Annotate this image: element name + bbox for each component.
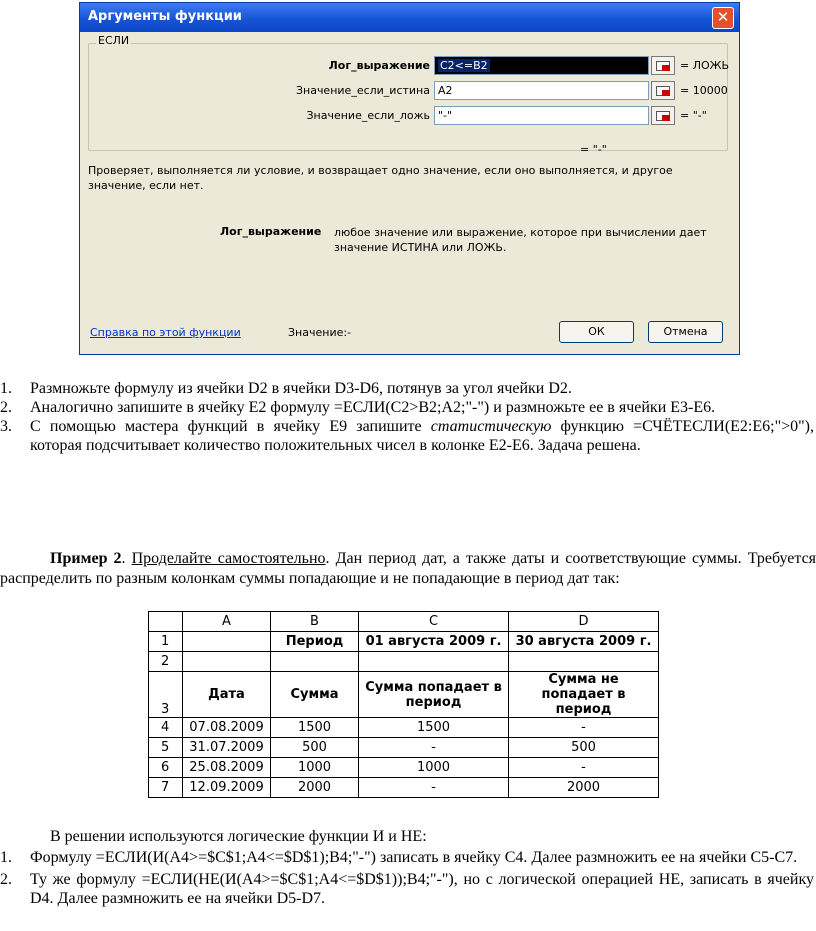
- value-if-true-input[interactable]: A2: [434, 81, 649, 100]
- table-cell: [509, 652, 659, 672]
- row-header: 4: [149, 718, 183, 738]
- table-row: [149, 758, 659, 778]
- table-cell: 1500: [271, 718, 359, 738]
- table-cell: Сумма не попадает в период: [509, 672, 659, 718]
- arg-row-value-if-true: [180, 81, 740, 101]
- table-cell: 1500: [359, 718, 509, 738]
- column-header: C: [359, 612, 509, 632]
- close-button[interactable]: ✕: [712, 7, 734, 29]
- table-cell: [183, 652, 271, 672]
- table-row: [149, 778, 659, 798]
- arg-result: = 10000: [680, 84, 728, 97]
- table-cell: 01 августа 2009 г.: [359, 632, 509, 652]
- table-cell: 31.07.2009: [183, 738, 271, 758]
- value-label: Значение:-: [288, 326, 352, 339]
- table-cell: [183, 632, 271, 652]
- logical-test-input[interactable]: C2<=B2: [434, 56, 649, 75]
- dialog-titlebar[interactable]: [80, 3, 739, 32]
- table-row: [149, 652, 659, 672]
- help-link[interactable]: Справка по этой функции: [90, 326, 241, 339]
- solution-list: [0, 848, 816, 908]
- table-cell: Период: [271, 632, 359, 652]
- list-item: 2. Аналогично запишите в ячейку E2 формулу =ЕСЛИ(С2>В2;А2;"-") и размножьте ее в ячейки E3-E6.: [0, 399, 716, 416]
- table-cell: 25.08.2009: [183, 758, 271, 778]
- collapse-dialog-icon[interactable]: [651, 106, 675, 125]
- example-label: Пример 2: [50, 550, 122, 567]
- table-cell: -: [359, 738, 509, 758]
- table-cell: Дата: [183, 672, 271, 718]
- arg-row-logical-test: [180, 56, 740, 76]
- table-cell: 500: [271, 738, 359, 758]
- table-row: [149, 718, 659, 738]
- table-cell: 1000: [359, 758, 509, 778]
- arg-label: Значение_если_ложь: [306, 109, 430, 122]
- table-cell: 2000: [271, 778, 359, 798]
- row-header: 3: [149, 672, 183, 718]
- table-cell: Сумма попадает в период: [359, 672, 509, 718]
- table-cell: Сумма: [271, 672, 359, 718]
- instructions-list: [0, 379, 816, 455]
- example-link: Проделайте самостоятельно: [131, 550, 326, 567]
- table-row: [149, 632, 659, 652]
- table-cell: 30 августа 2009 г.: [509, 632, 659, 652]
- table-cell: -: [509, 758, 659, 778]
- table-cell: -: [359, 778, 509, 798]
- column-header: B: [271, 612, 359, 632]
- example-paragraph: Пример 2. Проделайте самостоятельно. Дан период дат, а также даты и соответствующие суммы. Требуется распределить по разным колонкам суммы попадающие и не попадающие в период дат так:: [0, 550, 816, 587]
- table-cell: 500: [509, 738, 659, 758]
- table-cell: [271, 652, 359, 672]
- dialog-title: Аргументы функции: [88, 9, 242, 24]
- list-item: 1. Размножьте формулу из ячейки D2 в ячейки D3-D6, потянув за угол ячейки D2.: [0, 380, 572, 397]
- row-header: 6: [149, 758, 183, 778]
- row-header: 5: [149, 738, 183, 758]
- table-cell: 1000: [271, 758, 359, 778]
- function-arguments-dialog: [79, 2, 740, 355]
- row-header: 7: [149, 778, 183, 798]
- solution-intro: В решении используются логические функции И и НЕ:: [50, 828, 427, 845]
- list-item: 3. С помощью мастера функций в ячейку E9 запишите статистическую функцию =СЧЁТЕСЛИ(E2:E6;">0"), которая подсчитывает количество положительных чисел в колонке E2-E6. Задача решена.: [0, 418, 814, 454]
- arg-help-text: любое значение или выражение, которое при вычислении дает значение ИСТИНА или ЛОЖЬ.: [334, 226, 707, 254]
- cancel-button[interactable]: Отмена: [648, 321, 723, 343]
- list-item: 2. Ту же формулу =ЕСЛИ(НЕ(И(A4>=$C$1;A4<=$D$1));B4;"-"), но с логической операцией НЕ, записать в ячейку D4. Далее размножить ее на ячейки D5-D7.: [0, 871, 814, 907]
- row-header: 2: [149, 652, 183, 672]
- table-row: [149, 738, 659, 758]
- arg-result: = ЛОЖЬ: [680, 59, 730, 72]
- arg-label: Значение_если_истина: [295, 84, 430, 97]
- arg-help-name: Лог_выражение: [220, 225, 322, 238]
- corner-cell: [149, 612, 183, 632]
- formula-result: = "-": [580, 143, 607, 156]
- function-description: Проверяет, выполняется ли условие, и возвращает одно значение, если оно выполняется, и другое значение, если нет.: [88, 164, 673, 192]
- column-header: A: [183, 612, 271, 632]
- arg-row-value-if-false: [180, 106, 740, 126]
- table-cell: 12.09.2009: [183, 778, 271, 798]
- function-name-label: ЕСЛИ: [98, 34, 130, 47]
- ok-button[interactable]: ОК: [559, 321, 634, 343]
- table-cell: 2000: [509, 778, 659, 798]
- column-header-row: [149, 612, 659, 632]
- table-cell: [359, 652, 509, 672]
- collapse-dialog-icon[interactable]: [651, 81, 675, 100]
- column-header: D: [509, 612, 659, 632]
- table-cell: 07.08.2009: [183, 718, 271, 738]
- table-cell: -: [509, 718, 659, 738]
- example-text: . Дан период дат, а также даты и соответствующие суммы. Требуется распределить по разным колонкам суммы попадающие и не попадающие в период дат так:: [0, 550, 816, 587]
- list-item: 1. Формулу =ЕСЛИ(И(A4>=$C$1;A4<=$D$1);B4;"-") записать в ячейку C4. Далее размножить ее на ячейки C5-C7.: [0, 849, 798, 866]
- arg-result: = "-": [680, 109, 707, 122]
- value-if-false-input[interactable]: "-": [434, 106, 649, 125]
- row-header: 1: [149, 632, 183, 652]
- table-row: [149, 672, 659, 718]
- collapse-dialog-icon[interactable]: [651, 56, 675, 75]
- arg-label: Лог_выражение: [328, 59, 430, 72]
- spreadsheet-table: [148, 611, 659, 798]
